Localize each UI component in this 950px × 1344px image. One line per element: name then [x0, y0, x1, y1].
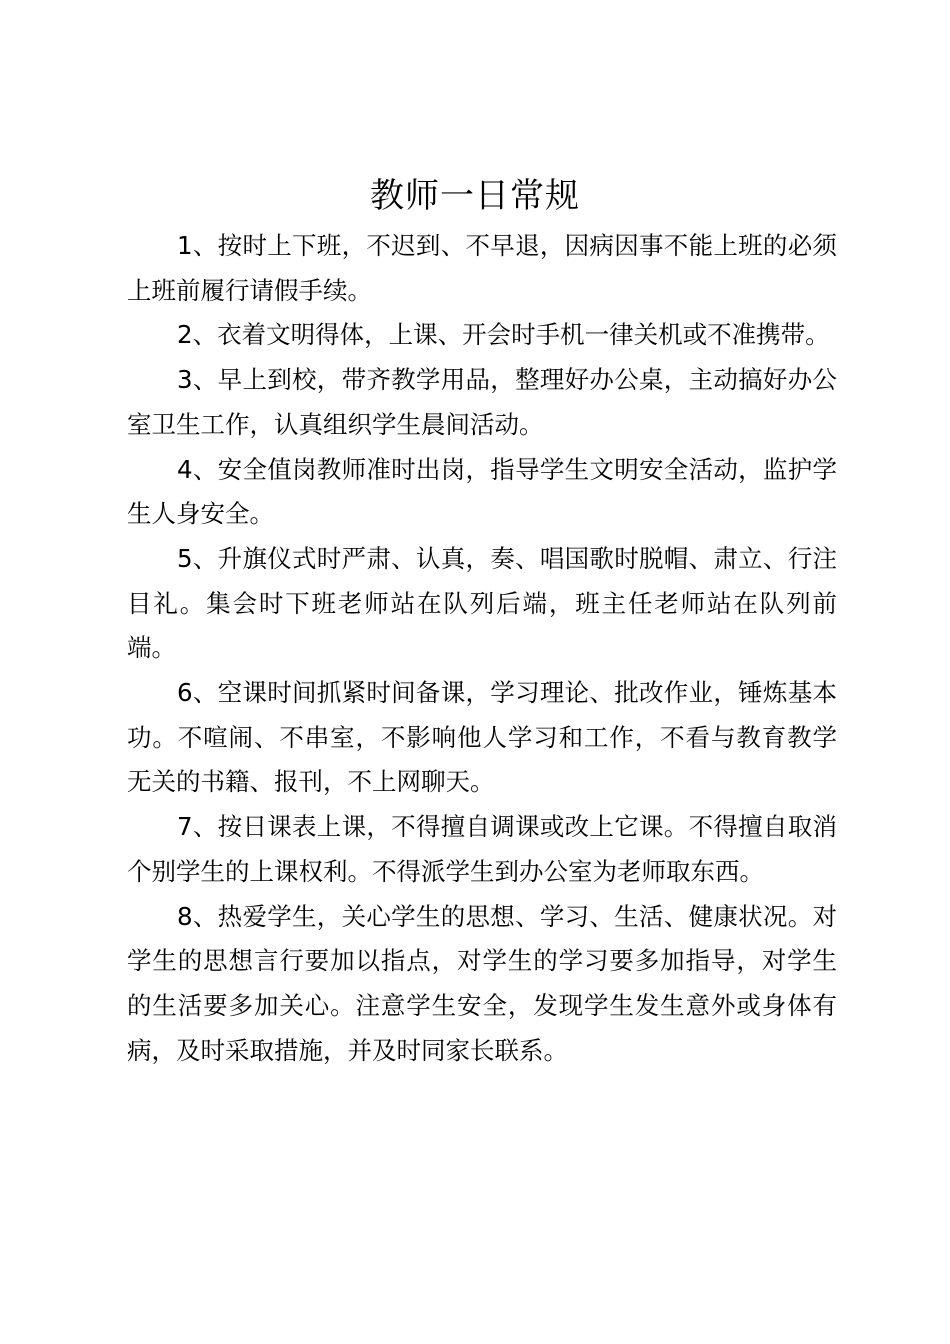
document-body — [127, 224, 837, 1073]
rule-paragraph-3: 3、早上到校，带齐教学用品，整理好办公桌，主动搞好办公室卫生工作，认真组织学生晨间活动。 — [127, 365, 837, 439]
rule-paragraph-8: 8、热爱学生，关心学生的思想、学习、生活、健康状况。对学生的思想言行要加以指点，对学生的学习要多加指导，对学生的生活要多加关心。注意学生安全，发现学生发生意外或身体有病，及时采取措施，并及时同家长联系。 — [127, 901, 837, 1065]
document-title: 教师一日常规 — [370, 176, 580, 216]
rule-paragraph-1: 1、按时上下班，不迟到、不早退，因病因事不能上班的必须上班前履行请假手续。 — [127, 231, 837, 305]
rule-paragraph-5: 5、升旗仪式时严肃、认真，奏、唱国歌时脱帽、肃立、行注目礼。集会时下班老师站在队列后端，班主任老师站在队列前端。 — [127, 543, 837, 663]
rule-paragraph-2: 2、衣着文明得体，上课、开会时手机一律关机或不准携带。 — [177, 320, 830, 350]
rule-paragraph-4: 4、安全值岗教师准时出岗，指导学生文明安全活动，监护学生人身安全。 — [127, 454, 837, 529]
rule-paragraph-6: 6、空课时间抓紧时间备课，学习理论、批改作业，锤炼基本功。不喧闹、不串室，不影响他人学习和工作，不看与教育教学无关的书籍、报刊，不上网聊天。 — [127, 678, 837, 797]
rule-paragraph-7: 7、按日课表上课，不得擅自调课或改上它课。不得擅自取消个别学生的上课权利。不得派学生到办公室为老师取东西。 — [127, 812, 837, 886]
